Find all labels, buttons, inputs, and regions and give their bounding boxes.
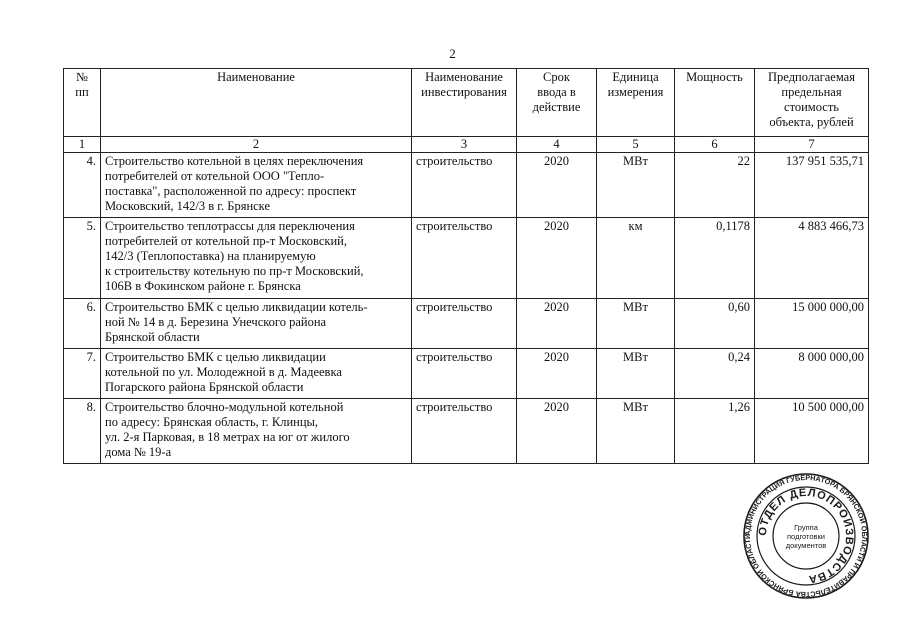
- row-name-line: ной № 14 в д. Березина Унечского района: [105, 315, 327, 329]
- column-number: 2: [101, 137, 412, 153]
- header-year: Срок ввода в действие: [517, 69, 597, 137]
- row-number: 8.: [64, 399, 101, 464]
- table-row: [64, 399, 869, 464]
- row-cost: 4 883 466,73: [755, 218, 869, 299]
- column-number: 4: [517, 137, 597, 153]
- header-power: Мощность: [675, 69, 755, 137]
- row-name-line: ул. 2-я Парковая, в 18 метрах на юг от жилого: [105, 430, 350, 444]
- row-investment: строительство: [412, 218, 517, 299]
- column-number: 1: [64, 137, 101, 153]
- stamp-outer-text: АДМИНИСТРАЦИЯ ГУБЕРНАТОРА БРЯНСКОЙ ОБЛАСТИ И ПРАВИТЕЛЬСТВА БРЯНСКОЙ ОБЛАСТИ: [742, 472, 870, 600]
- row-power: 1,26: [675, 399, 755, 464]
- row-number: 5.: [64, 218, 101, 299]
- row-cost: 15 000 000,00: [755, 299, 869, 349]
- row-name-line: поставка", расположенной по адресу: проспект: [105, 184, 357, 198]
- row-unit: МВт: [597, 299, 675, 349]
- row-year: 2020: [517, 349, 597, 399]
- stamp-center-line-1: Группа: [794, 523, 818, 532]
- row-name-line: Строительство БМК с целью ликвидации котель-: [105, 300, 368, 314]
- row-unit: МВт: [597, 153, 675, 218]
- row-name-line: Строительство котельной в целях переключения: [105, 154, 364, 168]
- row-name-line: дома № 19-а: [105, 445, 172, 459]
- row-year: 2020: [517, 218, 597, 299]
- row-cost: 10 500 000,00: [755, 399, 869, 464]
- row-year: 2020: [517, 399, 597, 464]
- row-name: [101, 399, 412, 464]
- table-row: [64, 349, 869, 399]
- header-row: [64, 69, 869, 137]
- row-name-line: к строительству котельную по пр-т Московский,: [105, 264, 364, 278]
- row-name-line: Строительство теплотрассы для переключения: [105, 219, 355, 233]
- row-investment: строительство: [412, 399, 517, 464]
- table-row: [64, 153, 869, 218]
- column-number: 3: [412, 137, 517, 153]
- stamp-center-line-2: подготовки: [787, 532, 825, 541]
- department-stamp: [742, 472, 870, 600]
- row-name-line: Московский, 142/3 в г. Брянске: [105, 199, 270, 213]
- row-unit: МВт: [597, 349, 675, 399]
- table-row: [64, 299, 869, 349]
- row-name-line: Строительство блочно-модульной котельной: [105, 400, 344, 414]
- row-investment: строительство: [412, 349, 517, 399]
- column-number-row: [64, 137, 869, 153]
- column-number: 5: [597, 137, 675, 153]
- row-name-line: по адресу: Брянская область, г. Клинцы,: [105, 415, 319, 429]
- investment-table: [63, 68, 869, 464]
- row-number: 6.: [64, 299, 101, 349]
- row-cost: 137 951 535,71: [755, 153, 869, 218]
- row-number: 4.: [64, 153, 101, 218]
- row-name: [101, 153, 412, 218]
- row-power: 0,1178: [675, 218, 755, 299]
- header-unit: Единица измерения: [597, 69, 675, 137]
- row-name: [101, 218, 412, 299]
- stamp-ring-text: ОТДЕЛ ДЕЛОПРОИЗВОДСТВА: [756, 486, 856, 586]
- row-investment: строительство: [412, 153, 517, 218]
- row-cost: 8 000 000,00: [755, 349, 869, 399]
- stamp-center-line-3: документов: [785, 541, 827, 550]
- column-number: 6: [675, 137, 755, 153]
- row-year: 2020: [517, 153, 597, 218]
- header-investment: Наименование инвестирования: [412, 69, 517, 137]
- row-name-line: 106В в Фокинском районе г. Брянска: [105, 279, 301, 293]
- row-power: 22: [675, 153, 755, 218]
- header-number: № пп: [64, 69, 101, 137]
- row-name-line: 142/3 (Теплопоставка) на планируемую: [105, 249, 316, 263]
- row-unit: км: [597, 218, 675, 299]
- row-name: [101, 349, 412, 399]
- page-number: 2: [449, 46, 456, 61]
- row-name-line: потребителей от котельной ООО "Тепло-: [105, 169, 325, 183]
- column-number: 7: [755, 137, 869, 153]
- header-cost: Предполагаемая предельная стоимость объекта, рублей: [755, 69, 869, 137]
- row-unit: МВт: [597, 399, 675, 464]
- row-power: 0,60: [675, 299, 755, 349]
- row-name-line: Строительство БМК с целью ликвидации: [105, 350, 326, 364]
- row-name-line: котельной по ул. Молодежной в д. Мадеевка: [105, 365, 342, 379]
- row-number: 7.: [64, 349, 101, 399]
- table-row: [64, 218, 869, 299]
- header-name: Наименование: [101, 69, 412, 137]
- row-name-line: потребителей от котельной пр-т Московский,: [105, 234, 347, 248]
- row-power: 0,24: [675, 349, 755, 399]
- row-year: 2020: [517, 299, 597, 349]
- row-investment: строительство: [412, 299, 517, 349]
- row-name-line: Брянской области: [105, 330, 200, 344]
- row-name: [101, 299, 412, 349]
- row-name-line: Погарского района Брянской области: [105, 380, 304, 394]
